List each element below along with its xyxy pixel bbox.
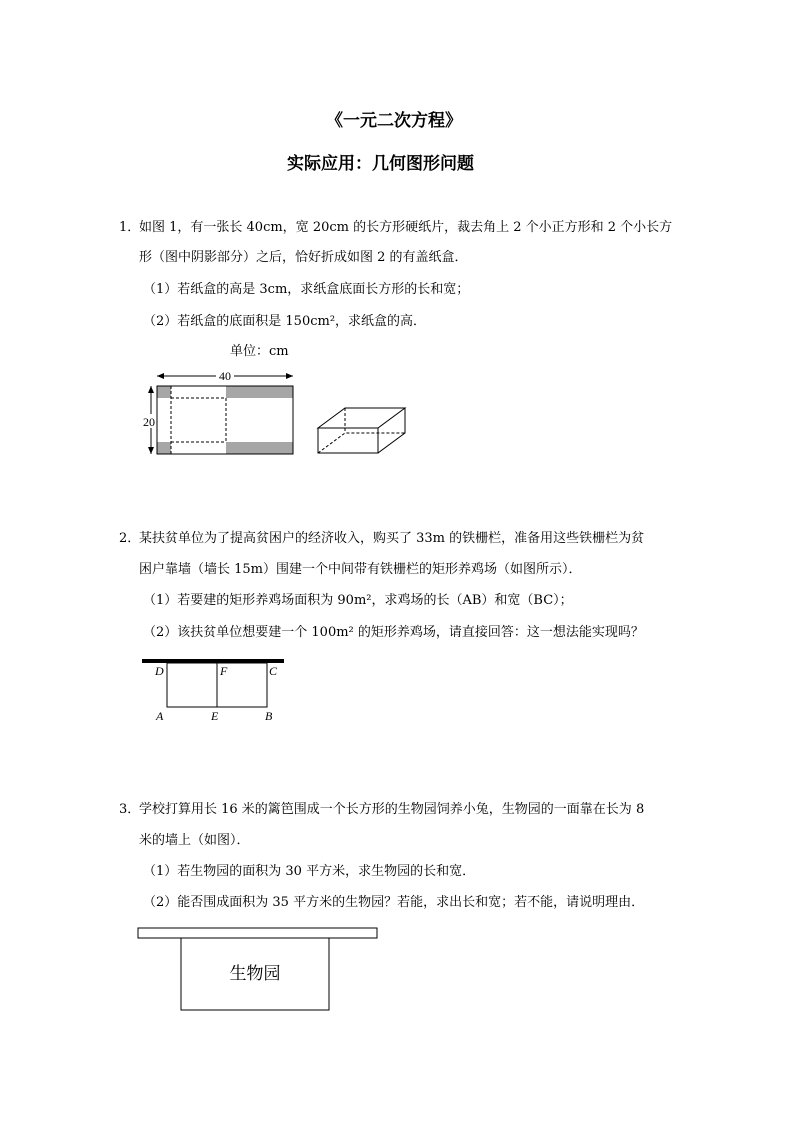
q1-part1: （1）若纸盒的高是 3cm，求纸盒底面长方形的长和宽；	[143, 282, 470, 297]
q3-garden-label: 生物园	[229, 964, 281, 984]
q2-label-c: C	[269, 664, 278, 678]
q1-box-figure	[318, 408, 405, 453]
q3-text-line1: 学校打算用长 16 米的篱笆围成一个长方形的生物园饲养小兔，生物园的一面靠在长为 8	[139, 802, 645, 817]
q1-width-label: 20	[143, 415, 155, 429]
q2-figure	[140, 653, 290, 725]
q1-cut-rect-top	[226, 386, 293, 398]
q2-label-a: A	[156, 709, 164, 723]
q1-arrow-up	[148, 386, 154, 393]
page-subtitle: 实际应用：几何图形问题	[287, 154, 474, 174]
q1-cut-rect-bottom	[226, 442, 293, 454]
q1-length-label: 40	[219, 369, 231, 383]
q1-arrow-left	[157, 373, 164, 379]
q3-figure	[136, 926, 382, 1014]
q1-number: 1．	[119, 220, 141, 235]
q3-text-line2: 米的墙上（如图）．	[139, 833, 250, 848]
q2-part2: （2）该扶贫单位想要建一个 100m² 的矩形养鸡场，请直接回答：这一想法能实现吗？	[143, 625, 644, 640]
q3-number: 3．	[119, 802, 141, 817]
q3-part2: （2）能否围成面积为 35 平方米的生物园？若能，求出长和宽；若不能，请说明理由．	[143, 895, 645, 910]
q1-text-line2: 形（图中阴影部分）之后，恰好折成如图 2 的有盖纸盒．	[139, 250, 468, 265]
q1-arrow-down	[148, 447, 154, 454]
q2-part1: （1）若要建的矩形养鸡场面积为 90m²，求鸡场的长（AB）和宽（BC）；	[143, 593, 573, 608]
q1-cut-square-bottom	[157, 442, 171, 454]
q3-wall	[138, 928, 377, 938]
q1-text-line1: 如图 1，有一张长 40cm，宽 20cm 的长方形硬纸片，裁去角上 2 个小正方形和 2 个小长方	[139, 220, 673, 235]
q3-part1: （1）若生物园的面积为 30 平方米，求生物园的长和宽．	[143, 864, 476, 879]
q1-part2: （2）若纸盒的底面积是 150cm²，求纸盒的高．	[143, 314, 427, 329]
q2-text-line2: 困户靠墙（墙长 15m）围建一个中间带有铁栅栏的矩形养鸡场（如图所示）．	[139, 562, 582, 577]
page-title: 《一元二次方程》	[326, 111, 462, 131]
q1-figure	[140, 366, 420, 462]
q2-text-line1: 某扶贫单位为了提高贫困户的经济收入，购买了 33m 的铁栅栏，准备用这些铁栅栏为贫	[139, 531, 645, 546]
q1-arrow-right	[286, 373, 293, 379]
q1-unit-label: 单位：cm	[230, 344, 289, 359]
q2-label-d: D	[155, 664, 164, 678]
q2-label-f: F	[220, 664, 228, 678]
q1-box-hidden-edges	[318, 408, 405, 453]
q2-number: 2．	[119, 531, 141, 546]
q1-cut-square-top	[157, 386, 171, 398]
q2-label-b: B	[265, 709, 273, 723]
q2-label-e: E	[211, 709, 219, 723]
